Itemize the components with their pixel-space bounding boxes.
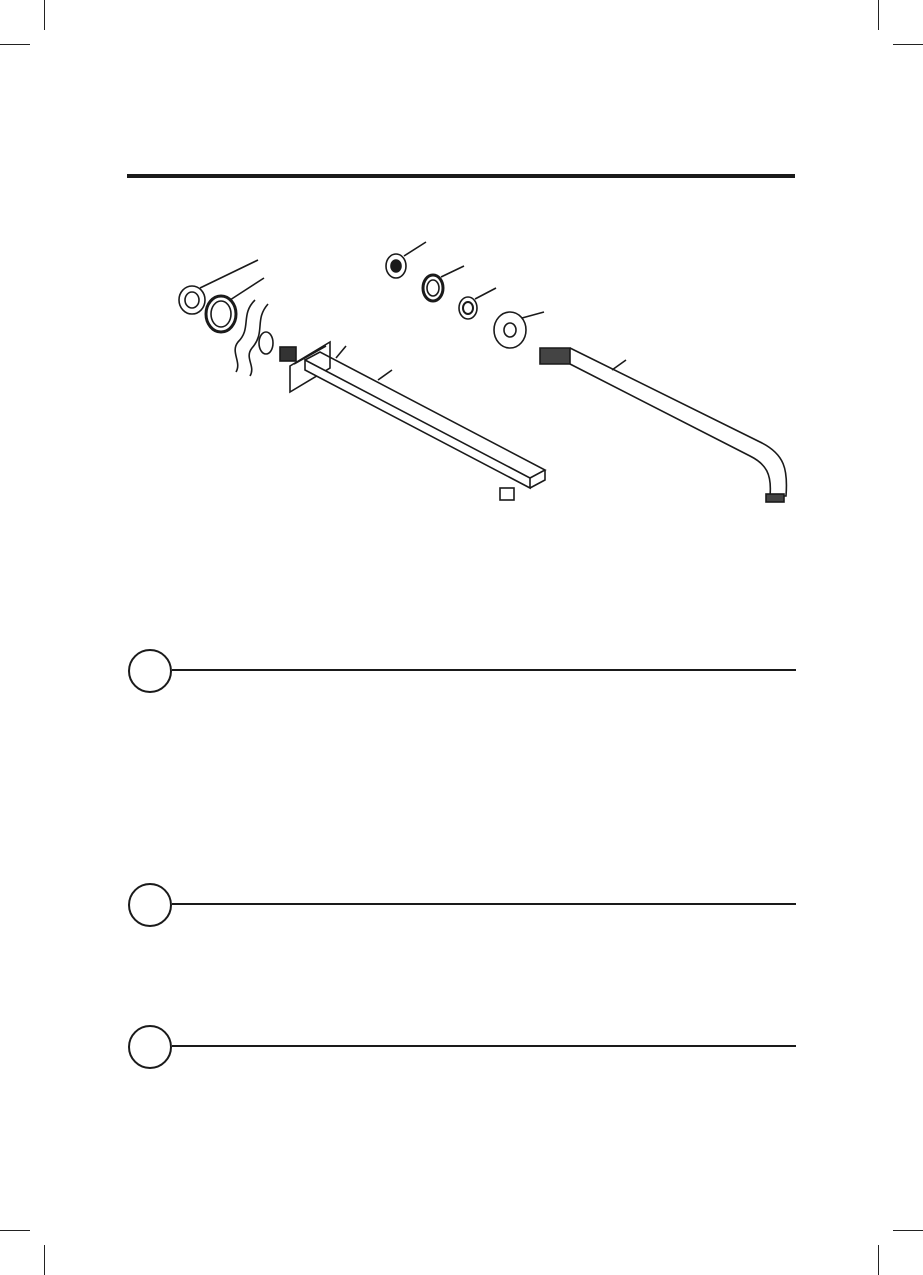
- step-number-1: [128, 649, 172, 693]
- round-flange-icon: [494, 312, 544, 348]
- step-rule-2: [172, 903, 796, 905]
- crop-mark-bottom-right-v: [878, 1245, 879, 1275]
- header-rule: [127, 174, 795, 178]
- step-number-2: [128, 883, 172, 927]
- step-rule-1: [172, 669, 796, 671]
- o-ring-icon: [259, 332, 273, 354]
- crop-mark-bottom-right-h: [893, 1230, 923, 1231]
- crop-mark-bottom-left-h: [0, 1230, 30, 1231]
- crop-mark-top-left-v: [44, 0, 45, 30]
- square-shower-arm-icon: [280, 342, 545, 500]
- washer-icon: [423, 266, 464, 301]
- small-washer-icon: [459, 288, 496, 319]
- step-section-3: [128, 1025, 796, 1073]
- crop-mark-top-left-h: [0, 44, 30, 45]
- crop-mark-top-right-v: [878, 0, 879, 30]
- curved-shower-arm-icon: [540, 348, 787, 502]
- crop-mark-bottom-left-v: [44, 1245, 45, 1275]
- step-number-3: [128, 1025, 172, 1069]
- exploded-view-diagram: [160, 230, 810, 520]
- cover-plate-icon: [386, 242, 426, 278]
- sealing-ring-icon: [206, 278, 264, 332]
- wall-section-icon: [235, 300, 268, 376]
- step-section-2: [128, 883, 796, 931]
- step-rule-3: [172, 1045, 796, 1047]
- step-section-1: [128, 649, 796, 697]
- wall-flange-ring-icon: [179, 260, 258, 314]
- crop-mark-top-right-h: [893, 44, 923, 45]
